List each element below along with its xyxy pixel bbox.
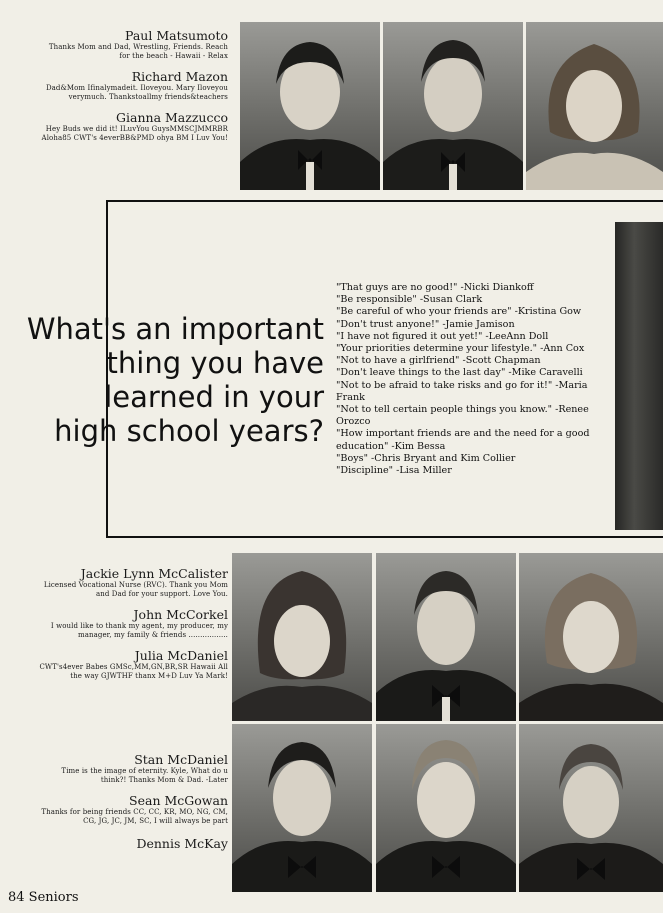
student-name: John McCorkel <box>133 607 228 622</box>
quote-item: "Don't leave things to the last day" -Mike Caravelli <box>336 367 583 379</box>
student-name: Jackie Lynn McCalister <box>80 566 228 581</box>
student-caption: Thanks Mom and Dad, Wrestling, Friends. Reach for the beach - Hawaii - Relax <box>48 43 228 60</box>
quote-item: "Not to have a girlfriend" -Scott Chapman <box>336 355 541 367</box>
student-caption: Thanks for being friends CC, CC, KR, MO, NG, CM, CG, JG, JC, JM, SC, I will always be part <box>41 808 228 825</box>
student-caption: Dad&Mom Ifinalymadeit. Iloveyou. Mary Iloveyou verymuch. Thankstoallmy friends&teachers <box>45 84 228 101</box>
question-line: high school years? <box>54 414 324 448</box>
quote-item: "How important friends are and the need for a good education" -Kim Bessa <box>336 428 590 452</box>
student-entry <box>38 793 228 826</box>
student-portrait <box>232 553 372 721</box>
quote-item: "Don't trust anyone!" -Jamie Jamison <box>336 318 515 330</box>
student-entry <box>38 110 228 143</box>
student-entry <box>38 752 228 785</box>
student-portrait <box>376 553 516 721</box>
student-name: Stan McDaniel <box>134 752 228 767</box>
student-name: Gianna Mazzucco <box>116 110 228 125</box>
student-caption: Licensed Vocational Nurse (RVC). Thank you Mom and Dad for your support. Love You. <box>43 581 228 598</box>
quote-item: "That guys are no good!" -Nicki Diankoff <box>336 282 534 293</box>
quote-item: "Be careful of who your friends are" -Kristina Gow <box>336 306 582 318</box>
panel-border-bottom <box>106 536 663 538</box>
quote-item: "Not to tell certain people things you know." -Renee Orozco <box>336 404 589 428</box>
student-entry <box>38 836 228 851</box>
student-caption: CWT's4ever Babes GMSc,MM,GN,BR,SR Hawaii All the way GJWTHF thanx M+D Luv Ya Mark! <box>39 663 228 680</box>
quote-item: "Be responsible" -Susan Clark <box>336 294 483 306</box>
question-line: What's an important <box>26 312 324 346</box>
student-portrait <box>240 22 380 190</box>
student-portrait <box>232 724 372 892</box>
lower-names-block <box>38 752 228 859</box>
question-heading <box>24 312 324 448</box>
middle-names-block <box>38 566 228 689</box>
page-footer: 84 Seniors <box>8 890 79 905</box>
student-name: Richard Mazon <box>131 69 228 84</box>
quote-item: "Your priorities determine your lifestyle." -Ann Cox <box>336 343 585 355</box>
quote-item: "Discipline" -Lisa Miller <box>336 465 452 477</box>
panel-border-top <box>106 200 663 202</box>
quote-item: "Not to be afraid to take risks and go for it!" -Maria Frank <box>336 379 588 403</box>
student-portrait <box>519 724 663 892</box>
student-entry <box>38 28 228 61</box>
student-portrait <box>376 724 516 892</box>
student-name: Julia McDaniel <box>134 648 228 663</box>
student-caption: Time is the image of eternity. Kyle, What do u think?! Thanks Mom & Dad. -Later <box>61 767 228 784</box>
student-caption: I would like to thank my agent, my producer, my manager, my family & friends ................. <box>50 622 228 639</box>
question-line: thing you have <box>106 346 324 380</box>
quote-item: "Boys" -Chris Bryant and Kim Collier <box>336 452 516 464</box>
top-names-block <box>38 28 228 151</box>
student-portrait <box>383 22 523 190</box>
student-name: Paul Matsumoto <box>125 28 228 43</box>
quotes-list <box>336 282 598 477</box>
candid-photo <box>615 222 663 530</box>
student-entry <box>38 566 228 599</box>
question-line: learned in your <box>104 380 324 414</box>
quote-item: "I have not figured it out yet!" -LeeAnn Doll <box>336 330 549 342</box>
student-entry <box>38 607 228 640</box>
student-portrait <box>519 553 663 721</box>
student-caption: Hey Buds we did it! ILuvYou GuysMMSCJMMRBR Aloha85 CWT's 4everBB&PMD ohya BM I Luv You! <box>41 125 228 142</box>
student-portrait <box>526 22 663 190</box>
student-name: Sean McGowan <box>129 793 228 808</box>
student-entry <box>38 69 228 102</box>
student-entry <box>38 648 228 681</box>
student-name: Dennis McKay <box>136 836 228 851</box>
